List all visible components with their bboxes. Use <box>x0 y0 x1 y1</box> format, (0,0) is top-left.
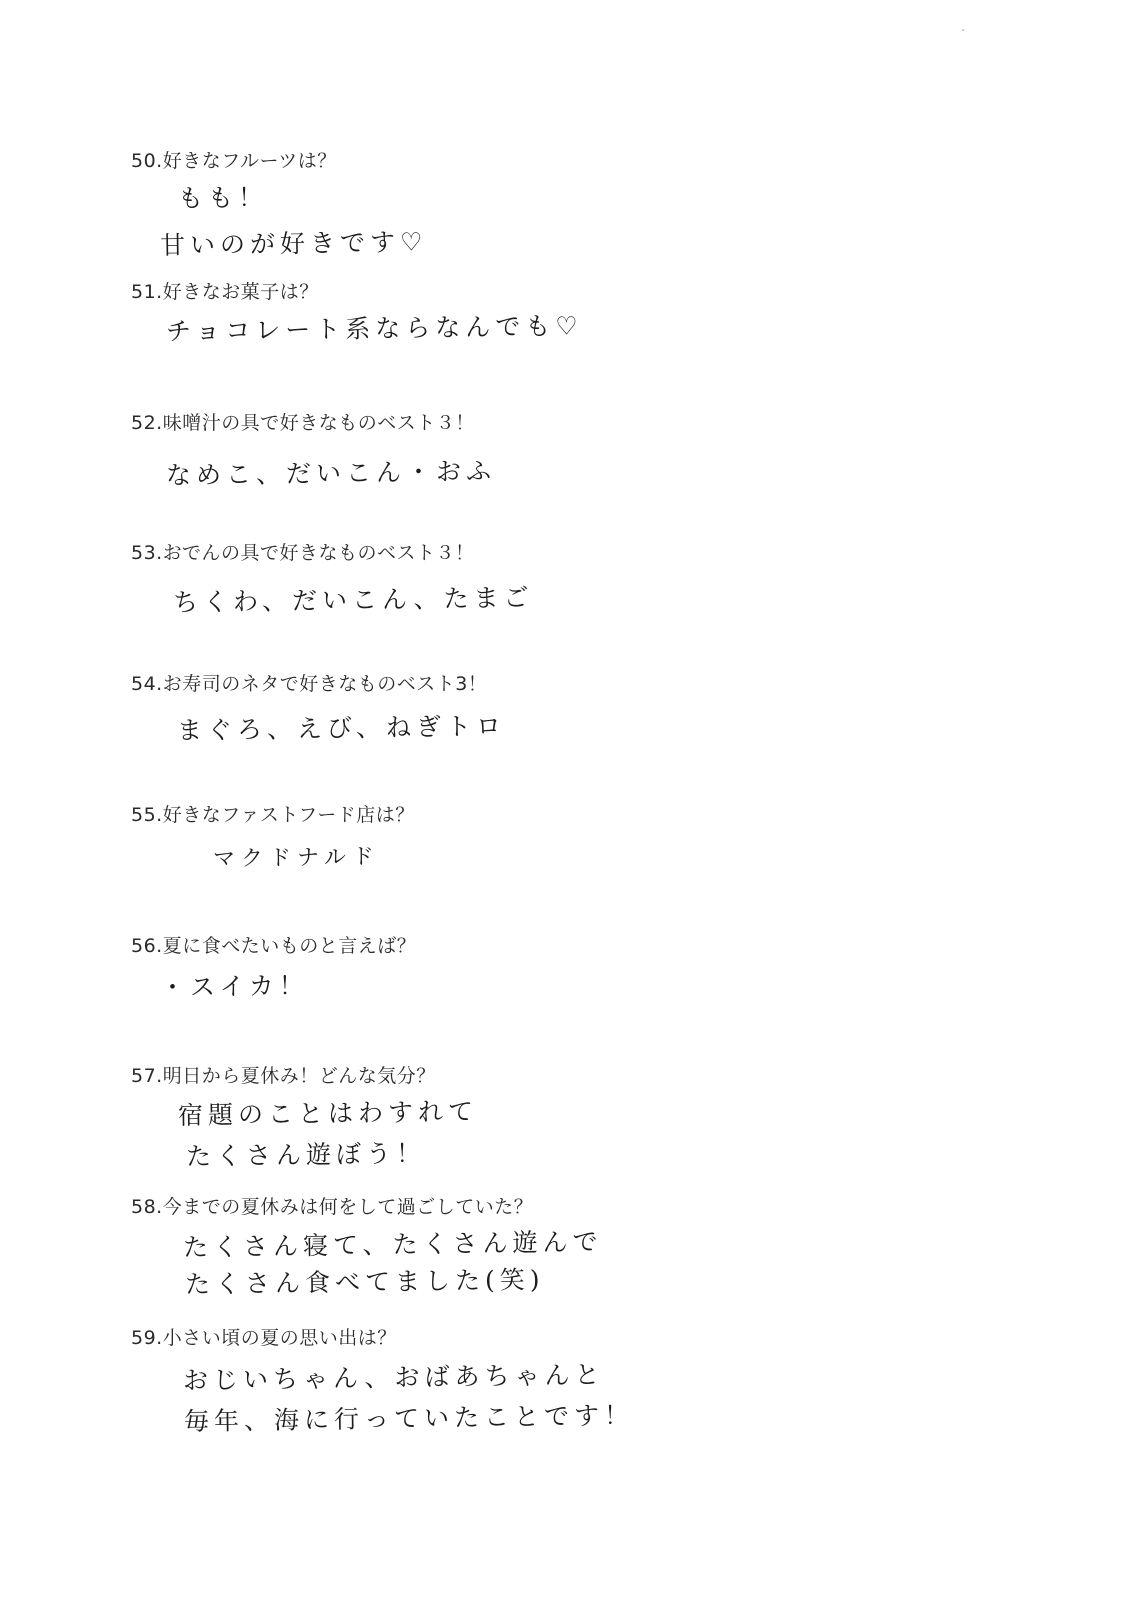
scan-speck <box>962 29 964 31</box>
question-58: 58.今までの夏休みは何をして過ごしていた？ <box>131 1196 534 1218</box>
question-51: 51.好きなお菓子は？ <box>131 281 319 303</box>
question-52: 52.味噌汁の具で好きなものベスト３！ <box>131 412 475 434</box>
answer-55-line-1: マクドナルド <box>212 844 381 872</box>
answer-58-line-2: たくさん食べてました(笑) <box>184 1264 545 1299</box>
question-56: 56.夏に食べたいものと言えば？ <box>131 935 417 957</box>
answer-50-line-1: もも！ <box>177 182 269 213</box>
question-54: 54.お寿司のネタで好きなものベスト3！ <box>131 673 488 695</box>
question-57: 57.明日から夏休み！どんな気分？ <box>131 1065 436 1087</box>
question-53: 53.おでんの具で好きなものベスト３！ <box>131 542 475 564</box>
answer-50-line-2: 甘いのが好きです♡ <box>159 227 428 260</box>
question-50: 50.好きなフルーツは？ <box>131 150 337 172</box>
answer-59-line-2: 毎年、海に行っていたことです！ <box>183 1400 635 1436</box>
answer-52-line-1: なめこ、だいこん・おふ <box>165 456 497 490</box>
answer-51-line-1: チョコレート系ならなんでも♡ <box>165 311 583 346</box>
question-59: 59.小さい頃の夏の思い出は？ <box>131 1327 397 1349</box>
answer-57-line-2: たくさん遊ぼう！ <box>185 1138 427 1171</box>
answer-58-line-1: たくさん寝て、たくさん遊んで <box>182 1227 603 1262</box>
answer-54-line-1: まぐろ、えび、ねぎトロ <box>176 711 507 745</box>
answer-53-line-1: ちくわ、だいこん、たまご <box>172 582 534 617</box>
question-55: 55.好きなファストフード店は？ <box>131 804 415 826</box>
answer-56-line-1: ・スイカ！ <box>159 970 309 1002</box>
answer-57-line-1: 宿題のことはわすれて <box>177 1096 479 1130</box>
answer-59-line-1: おじいちゃん、おばあちゃんと <box>182 1360 605 1395</box>
